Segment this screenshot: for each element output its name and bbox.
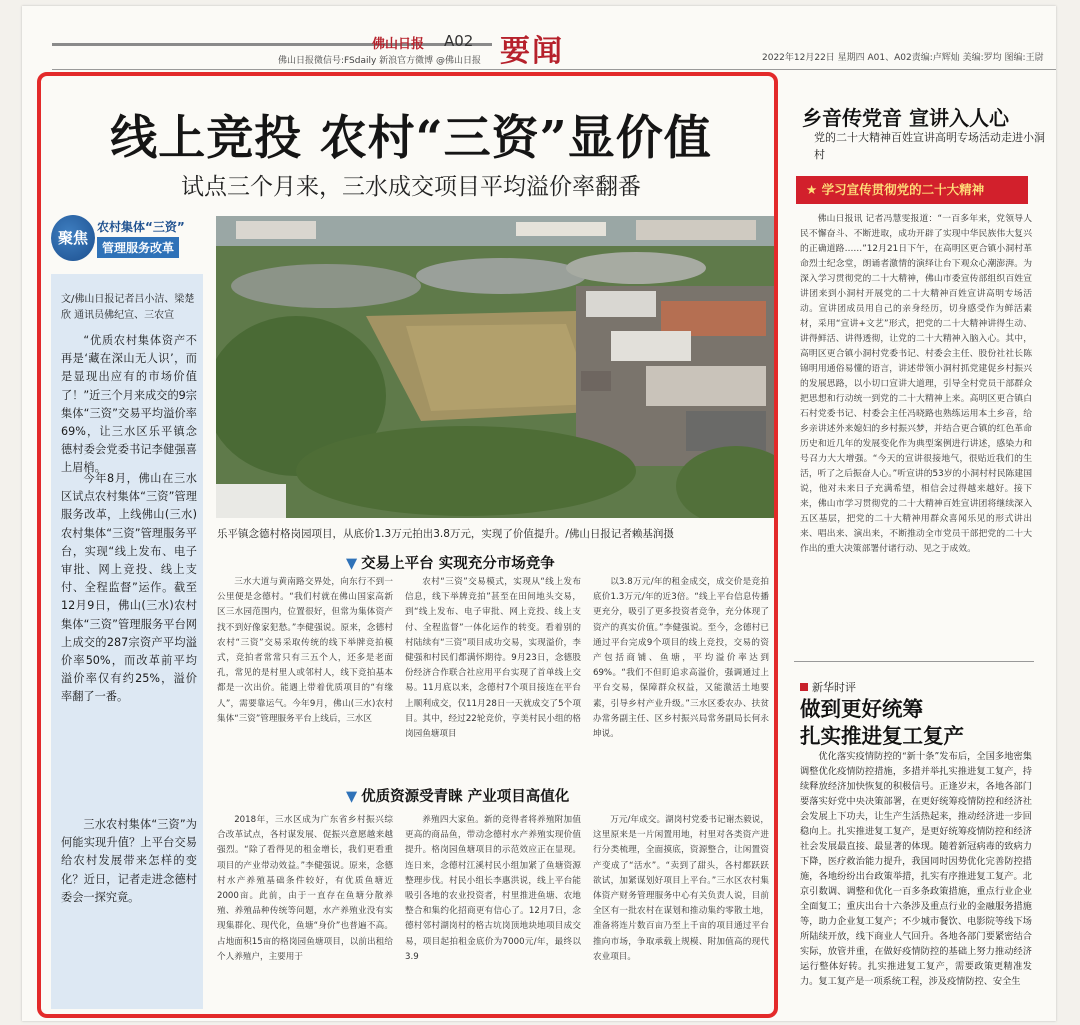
focus-icon: 聚焦 <box>51 215 95 261</box>
section1-title: 交易上平台 实现充分市场竞争 <box>361 556 555 572</box>
highlighted-article <box>37 72 778 1018</box>
commentary-headline-line1: 做到更好统筹 <box>800 697 923 721</box>
side-story-title: 乡音传党音 宣讲入人心 <box>802 106 1009 130</box>
intro-paragraph-1: “优质农村集体资产不再是‘藏在深山无人识’，而是显现出应有的市场价值了！”近三个月来成交的9宗集体“三资”交易平均溢价率69%，让三水区乐平镇念德村委会党委书记李健强喜上眉梢。 <box>61 334 197 475</box>
photo-caption: 乐平镇念德村格岗园项目，从底价1.3万元拍出3.8万元，实现了价值提升。/佛山日报记者赖基润摄 <box>217 528 674 540</box>
column-badge <box>51 215 203 265</box>
masthead-divider <box>52 69 1056 70</box>
intro-paragraph-3: 三水农村集体“三资”为何能实现升值？上平台交易给农村发展带来怎样的变化？近日，记者走进念德村委会一探究竟。 <box>61 818 197 904</box>
section2-column-2: 养殖四大家鱼。新的竞得者将养殖附加值更高的商品鱼，带动念德村水产养殖实现价值提升。格岗园鱼塘项目的示范效应正在显现。连日来，念德村江溪村民小组加紧了鱼塘资源整理步伐。村民小组长李惠洪说，线上平台能吸引各地的农业投资者，村里推进鱼塘、农地整合和集约化招商更有信心了。12月7日，念德村邻村湖岗村的格古坑岗顶地块地项目成交易，项目起拍租金底价为7000元/年，最终以3.9 <box>405 815 581 962</box>
article-headline: 线上竞投 农村“三资”显价值 <box>110 111 712 166</box>
section-title: 要闻 <box>500 34 564 69</box>
square-icon <box>800 683 808 691</box>
page-number: A02 <box>444 32 474 50</box>
section2-heading <box>346 785 569 806</box>
date-line: 2022年12月22日 星期四 A01、A02责编:卢辉灿 美编:罗均 图编:王尉 <box>762 53 1044 63</box>
article-subheadline: 试点三个月来，三水成交项目平均溢价率翻番 <box>181 174 641 200</box>
star-icon: ★ <box>806 182 822 197</box>
side-story-body: 佛山日报讯 记者冯慧雯报道：“一百多年来，党领导人民不懈奋斗、不断进取，成功开辟了实现中华民族伟大复兴的正确道路……”12月21日下午，在高明区更合镇小洞村革命烈士纪念堂，朗诵者激情的演绎让台下观众心潮澎湃。为深入学习贯彻党的二十大精神，佛山市委宣传部组织百姓宣讲团来到小洞村开展党的二十大精神百姓宣讲高明专场活动。宣讲团成员用自己的亲身经历，切身感受作为鲜活素材，采用“宣讲+文艺”形式，把党的二十大精神讲得生动、讲得鲜活、讲得透彻，让党的二十大精神入脑入心。其中，高明区更合镇小洞村党委书记、村委会主任、股份社社长陈锦明用通俗易懂的语言，讲述带领小洞村抓党建促乡村振兴的发展思路，以小切口宣讲大道理，引导全村党员干部群众把思想和行动统一到党的二十大精神上来。高明区更合镇白石村党委书记、村委会主任冯晓路也熟练运用本土乡音，给乡亲讲述外来媳妇的乡村振兴梦，并结合更合镇的红色革命历史和近几年的发展变化作为典型案例进行讲述，感染力和号召力大大增强。“今天的宣讲很接地气，很贴近我们的生活，听了之后振奋人心。”听宣讲的53岁的小洞村村民陈建国说，他对未来日子充满希望，相信会过得越来越好。接下来，佛山市学习贯彻党的二十大精神百姓宣讲团将继续深入五区基层，把党的二十大精神用群众喜闻乐见的形式讲出来、唱出来、演出来，不断推动全市党员干部把党的二十大作出的重大决策部署付诸行动、见之于成效。 <box>800 214 1032 554</box>
newspaper-name: 佛山日报 <box>372 37 425 52</box>
intro-paragraph-2: 今年8月，佛山在三水区试点农村集体“三资”管理服务改革，上线佛山(三水)农村集体“三资”管理服务平台，实现“线上发布、电子审批、网上竞投、线上支付、全程监督”运作。截至12月9日，佛山(三水)农村集体“三资”管理服务平台网上成交的287宗资产平均溢价率50%，而改革前平均溢价率仅有约25%，溢价率翻了一番。 <box>61 472 197 704</box>
byline: 文/佛山日报记者吕小洁、梁楚欣 通讯员佛纪宣、三农宣 <box>61 294 195 321</box>
theme-banner-text: 学习宣传贯彻党的二十大精神 <box>821 182 985 197</box>
commentary-headline-line2: 扎实推进复工复产 <box>800 724 964 748</box>
triangle-icon: ▼ <box>346 556 358 572</box>
badge-title: 农村集体“三资” <box>97 220 185 234</box>
section2-title: 优质资源受青睐 产业项目高值化 <box>361 789 570 805</box>
section1-column-1: 三水大道与黄南路交界处，向东行不到一公里便是念德村。“我们村就在佛山国家高新区三水园范围内，位置很好，但常为集体资产找不到好像家犯愁。”李健强说。原来，念德村农村“三资”交易采取传统的线下举牌竞拍模式，竞拍者常常只有三五个人，还多是老面孔，常见的是村里人或邻村人，线下竞拍基本都是一次出价。能遇上带着优质项目的“有缘人”，需要靠运气。今年9月，佛山(三水)农村集体“三资”管理服务平台上线后，三水区 <box>217 577 393 724</box>
triangle-icon: ▼ <box>346 789 358 805</box>
theme-banner <box>796 176 1028 204</box>
side-story-subtitle: 党的二十大精神百姓宣讲高明专场活动走进小洞村 <box>814 131 1045 161</box>
commentary-body: 优化落实疫情防控的“新十条”发布后，全国多地密集调整优化疫情防控措施，多措并举扎实推进复工复产，持续释放经济加快恢复的积极信号。正逢岁末，各地各部门要落实好党中央决策部署，在更好统筹疫情防控和经济社会发展上下功夫，让生产生活热起来，推动经济进一步回稳向上。扎实推进复工复产，是更好统筹疫情防控和经济社会发展最直接、最显著的体现。随着新冠病毒的致病力下降，医疗救治能力提升，我国同时因势优化完善防控措施，各地纷纷出台政策举措，扎实有序推进复工复产。北京引数调、调整和优化一百多条政策措施，重点行业企业全面复工；重庆出台十六条涉及重点行业的金融服务措施等，助力企业复工复产；不少城市餐饮、电影院等线下场所陆续开放，线下商业人气回升。各地各部门要紧密结合实际，放管并重，在做好疫情防控的基础上努力推动经济运行整体好转。扎实推进复工复产，需要政策更精准发力。复工复产是一项系统工程，涉及疫情防控、安全生 <box>800 751 1032 987</box>
aerial-photo <box>216 216 774 518</box>
masthead <box>22 6 1056 72</box>
fishpond-village-image <box>216 216 774 518</box>
masthead-rule <box>52 43 492 46</box>
section1-heading <box>346 552 555 573</box>
section2-column-1: 2018年，三水区成为广东省乡村振兴综合改革试点，各村谋发展、促振兴意愿越来越强烈。“除了看得见的租金增长，我们更看重项目的产业带动效益。”李健强说。原来，念德村水产养殖基础条件较好，有优质鱼塘近2000亩。此前，由于一直存在鱼塘分散养殖、养殖品种传统等问题，水产养殖业没有实现集群化、现代化，鱼塘“身价”也普遍不高。占地面积15亩的格岗园鱼塘项目，以前出租给个人养殖户，主要用于 <box>217 815 393 962</box>
intro-sidebar <box>51 274 203 1009</box>
badge-subtitle: 管理服务改革 <box>97 237 179 258</box>
section2-column-3: 万元/年成交。湖岗村党委书记谢杰毅说，这里原来是一片闲置用地，村里对各类资产进行分类梳理，全面摸底，资源整合，让闲置资产变成了“活水”。“卖到了甜头，各村都跃跃欲试，加紧谋划好项目上平台。”三水区农村集体资产财务管理服务中心有关负责人说，目前全区有一批农村在谋划和推动集约零散土地，准备将连片数百亩乃至上千亩的项目通过平台推向市场，争取承载上规模、附加值高的现代农业项目。 <box>593 815 769 962</box>
column-divider <box>794 661 1034 662</box>
commentary-tag-text: 新华时评 <box>812 681 856 694</box>
social-accounts: 佛山日报微信号:FSdaily 新浪官方微博 @佛山日报 <box>278 56 482 66</box>
commentary-headline <box>800 696 964 750</box>
newspaper-page <box>22 6 1056 1021</box>
commentary-tag <box>800 679 856 695</box>
section1-column-2: 农村“三资”交易模式，实现从“线上发布信息，线下举牌竞拍”甚至在田间地头交易，到“线上发布、电子审批、网上竞投、线上支付、全程监督”一体化运作的转变。看着别的村陆续有“三资”项目成功交易，实现溢价，李健强和村民们都满怀期待。9月23日，念德股份经济合作联合社应用平台实现了首单线上交易。11月底以来，念德村7个项目接连在平台上顺利成交，仅11月28日一天就成交了5个项目。其中，经过22轮竞价，亨美村民小组的格岗园鱼塘项目 <box>405 577 581 740</box>
section1-column-3: 以3.8万元/年的租金成交，成交价是竞拍底价1.3万元/年的近3倍。“线上平台信息传播更充分，吸引了更多投资者竞争，充分体现了资产的真实价值。”李健强说。至今，念德村已通过平台完成9个项目的线上竞投，交易的资产包括商铺、鱼塘，平均溢价率达到69%。“我们不但盯追求高溢价，强调通过上平台交易，保障群众权益，又能激活土地要素，引导乡村产业升级。”三水区委农办、扶贫办常务副主任、区乡村振兴局常务副局长何永坤说。 <box>593 577 769 740</box>
